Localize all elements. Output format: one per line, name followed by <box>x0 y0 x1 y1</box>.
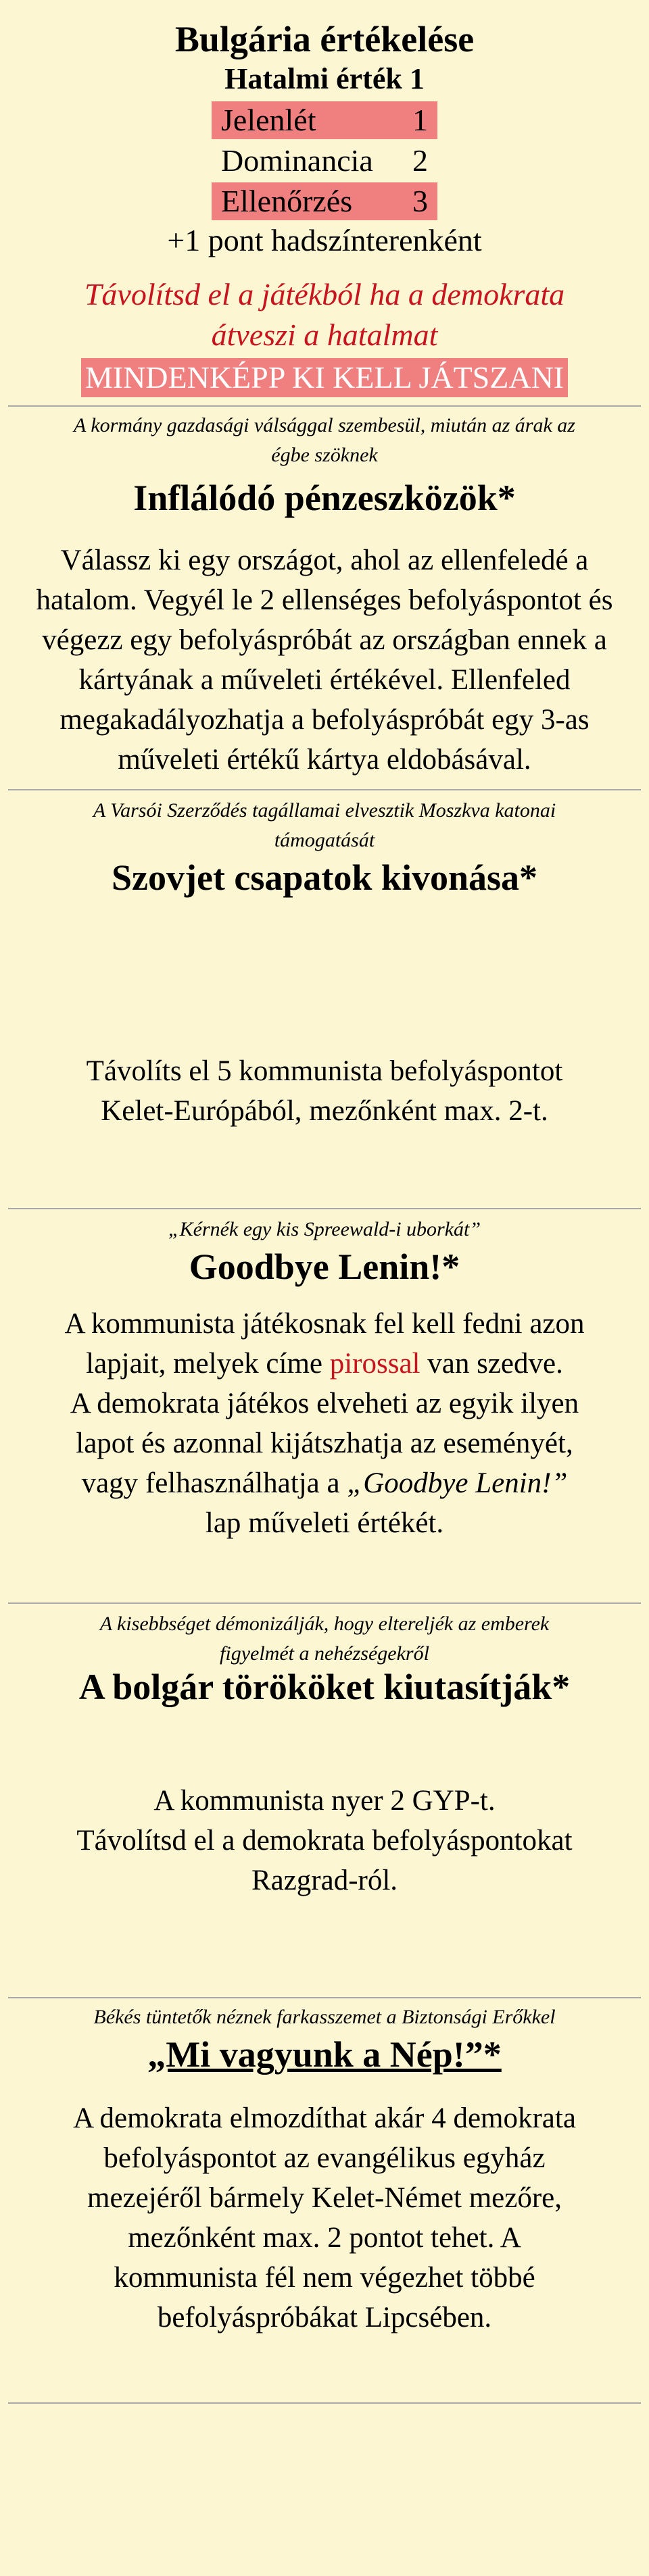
body-line: kártyának a műveleti értékével. Ellenfeled <box>78 664 571 696</box>
card-body <box>9 1781 640 1900</box>
divider <box>8 2402 641 2404</box>
card-title: „Mi vagyunk a Nép!”* <box>147 2034 502 2075</box>
battleground-bonus: +1 pont hadszínterenként <box>167 223 482 257</box>
level-domination-row <box>0 142 649 180</box>
card-body <box>9 540 640 780</box>
level-label: Jelenlét <box>221 103 316 137</box>
body-line: megakadályozhatja a befolyáspróbát egy 3-as <box>59 704 590 736</box>
card-title: Inflálódó pénzeszközök* <box>133 478 516 518</box>
warning-line: Távolítsd el a játékból ha a demokrata <box>84 277 565 311</box>
body-line: mezőnként max. 2 pontot tehet. A <box>128 2222 521 2254</box>
body-line: A demokrata játékos elveheti az egyik ilyen <box>70 1388 579 1419</box>
card-flavor <box>14 2002 635 2032</box>
level-value: 2 <box>412 143 428 178</box>
flavor-line: Békés tüntetők néznek farkasszemet a Biztonsági Erőkkel <box>93 2006 556 2028</box>
divider <box>8 789 641 790</box>
body-line <box>9 1463 640 1503</box>
flavor-line: A kisebbséget démonizálják, hogy eltereljék az emberek <box>99 1613 550 1635</box>
warning-line: átveszi a hatalmat <box>211 318 438 352</box>
flavor-line: A kormány gazdasági válsággal szembesül, miután az árak az <box>74 414 575 436</box>
body-line: befolyáspontot az evangélikus egyház <box>103 2142 546 2174</box>
card-title: Szovjet csapatok kivonása* <box>111 857 538 898</box>
level-presence-row <box>0 101 649 139</box>
card-flavor <box>14 796 635 855</box>
card-flavor <box>14 1215 635 1244</box>
body-line: műveleti értékű kártya eldobásával. <box>118 744 531 776</box>
level-presence <box>212 101 437 139</box>
divider <box>8 1997 641 1998</box>
must-play-text: MINDENKÉPP KI KELL JÁTSZANI <box>81 358 568 397</box>
flavor-line: támogatását <box>274 829 375 851</box>
divider <box>8 1208 641 1209</box>
body-line: lapot és azonnal kijátszhatja az eseményét, <box>76 1428 573 1459</box>
body-line: kommunista fél nem végezhet többé <box>114 2262 535 2294</box>
level-control <box>212 182 437 220</box>
red-word: pirossal <box>329 1348 420 1380</box>
body-text: van szedve. <box>420 1348 563 1380</box>
level-value: 1 <box>412 103 428 137</box>
card-body <box>9 1051 640 1131</box>
body-line <box>9 1344 640 1384</box>
card-title: A bolgár törököket kiutasítják* <box>78 1667 571 1707</box>
body-line: Válassz ki egy országot, ahol az ellenfeledé a <box>60 545 589 576</box>
card-flavor <box>14 411 635 470</box>
body-line: végezz egy befolyáspróbát az országban ennek a <box>42 624 607 656</box>
card-reference: „Goodbye Lenin!” <box>347 1467 568 1499</box>
body-line: A kommunista játékosnak fel kell fedni azon <box>64 1308 585 1340</box>
flavor-line: A Varsói Szerződés tagállamai elvesztik Moszkva katonai <box>93 799 556 822</box>
power-value: Hatalmi érték 1 <box>224 62 425 95</box>
body-line: befolyáspróbákat Lipcsében. <box>157 2302 492 2333</box>
level-label: Dominancia <box>221 143 373 178</box>
body-line: A demokrata elmozdíthat akár 4 demokrata <box>73 2102 576 2134</box>
card-title: Goodbye Lenin!* <box>189 1246 460 1287</box>
body-line: mezejéről bármely Kelet-Német mezőre, <box>87 2182 562 2214</box>
card-body <box>9 2098 640 2338</box>
must-play-banner <box>0 358 649 397</box>
body-text: vagy felhasználhatja a <box>81 1467 347 1499</box>
level-value: 3 <box>412 184 428 218</box>
body-line: Kelet-Európából, mezőnként max. 2-t. <box>101 1095 548 1127</box>
body-line: Távolíts el 5 kommunista befolyáspontot <box>86 1055 563 1087</box>
level-control-row <box>0 182 649 220</box>
body-text: lapjait, melyek címe <box>86 1348 330 1380</box>
divider <box>8 1602 641 1604</box>
body-line: Távolítsd el a demokrata befolyáspontokat <box>76 1825 573 1857</box>
flavor-line: „Kérnék egy kis Spreewald-i uborkát” <box>168 1218 481 1240</box>
body-line: A kommunista nyer 2 GYP-t. <box>153 1785 496 1817</box>
scoring-title: Bulgária értékelése <box>174 19 475 59</box>
flavor-line: égbe szöknek <box>271 444 378 466</box>
flavor-line: figyelmét a nehézségekről <box>220 1642 429 1665</box>
divider <box>8 405 641 407</box>
body-line: lap műveleti értékét. <box>205 1507 444 1539</box>
level-domination <box>212 142 437 180</box>
body-line: hatalom. Vegyél le 2 ellenséges befolyáspontot és <box>36 584 613 616</box>
card-body <box>9 1304 640 1543</box>
body-line: Razgrad-ról. <box>251 1865 398 1896</box>
card-flavor <box>14 1609 635 1669</box>
removal-warning <box>0 274 649 355</box>
level-label: Ellenőrzés <box>221 184 353 218</box>
